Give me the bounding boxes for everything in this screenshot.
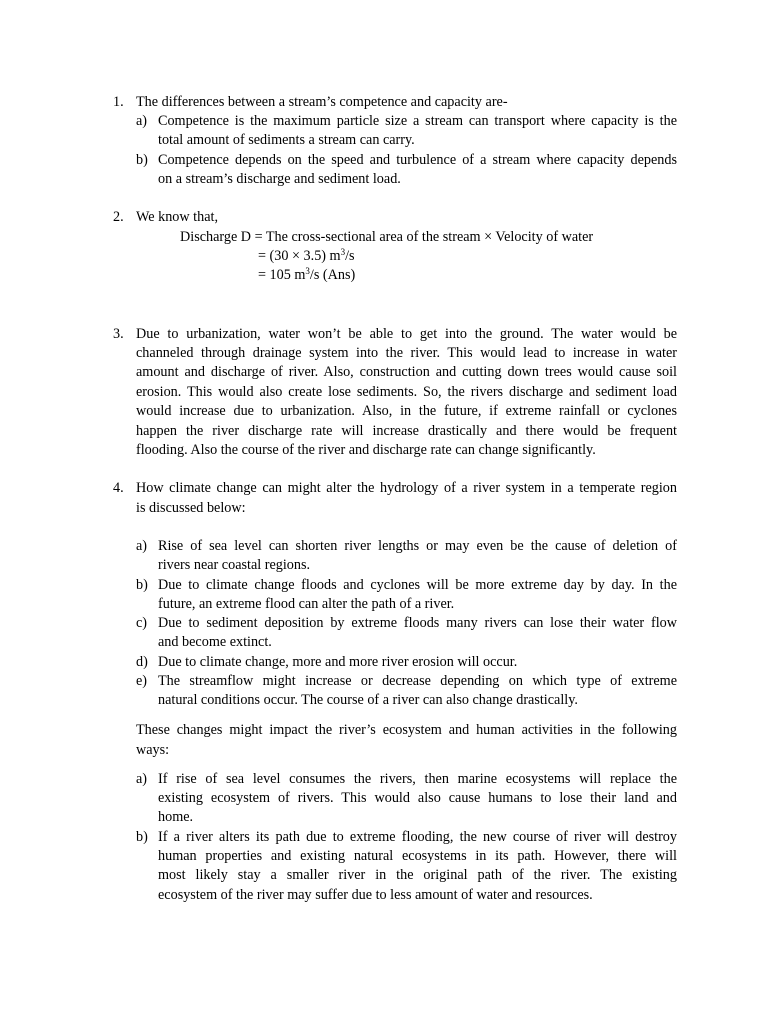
- q3-line: happen the river discharge rate will increase drastically and there would be frequent: [136, 423, 677, 439]
- q4-alter-line2: rivers near coastal regions.: [158, 557, 311, 573]
- q4-alter-line2: and become extinct.: [158, 634, 272, 650]
- q4-impact-a-marker: a): [136, 771, 148, 787]
- q4-alter-marker: d): [136, 654, 148, 670]
- q4-alter-line1: Due to climate change floods and cyclones will be more extreme day by day. In the: [158, 577, 677, 593]
- q3-line: would increase due to urbanization. Also, in the future, if extreme rainfall or cyclones: [136, 403, 677, 419]
- q2-equation-line1: Discharge D = The cross-sectional area of the stream × Velocity of water: [180, 229, 594, 245]
- q1-a-line2: total amount of sediments a stream can carry.: [158, 132, 415, 148]
- q4-intro-line1: How climate change can might alter the hydrology of a river system in a temperate region: [136, 480, 677, 496]
- q4-alter-line1: Rise of sea level can shorten river lengths or may even be the cause of deletion of: [158, 538, 677, 554]
- q4-alter-line2: future, an extreme flood can alter the path of a river.: [158, 596, 455, 612]
- q1-a-marker: a): [136, 113, 148, 129]
- q3-line: channeled through drainage system into the river. This would lead to increase in water: [136, 345, 677, 361]
- q4-alter-line2: natural conditions occur. The course of a river can also change drastically.: [158, 692, 578, 708]
- q4-alter-marker: b): [136, 577, 148, 593]
- q4-impact-b-marker: b): [136, 829, 148, 845]
- q3-line: flooding. Also the course of the river and discharge rate can change significantly.: [136, 442, 596, 458]
- q4-impact-b-line1: If a river alters its path due to extreme flooding, the new course of river will destroy: [158, 829, 677, 845]
- q4-impact-b-line2: human properties and existing natural ecosystems in its path. However, there will: [158, 848, 677, 864]
- q3-number: 3.: [113, 326, 124, 342]
- q4-number: 4.: [113, 480, 124, 496]
- q1-b-marker: b): [136, 152, 148, 168]
- q1-b-line1: Competence depends on the speed and turbulence of a stream where capacity depends: [158, 152, 677, 168]
- q4-impact-a-line3: home.: [158, 809, 194, 825]
- q3-line: amount and discharge of river. Also, construction and cutting down trees would cause soil: [136, 364, 677, 380]
- q1-intro: The differences between a stream’s competence and capacity are-: [136, 94, 508, 110]
- q1-number: 1.: [113, 94, 124, 110]
- q4-alter-marker: e): [136, 673, 148, 689]
- q4-alter-marker: c): [136, 615, 148, 631]
- q2-intro: We know that,: [136, 209, 218, 225]
- q3-line: erosion. This would also create lose sediments. So, the rivers discharge and sediment load: [136, 384, 677, 400]
- q4-alter-line1: Due to climate change, more and more river erosion will occur.: [158, 654, 518, 670]
- q2-equation-line2: = (30 × 3.5) $m^3/s$: [258, 247, 355, 264]
- q2-number: 2.: [113, 209, 124, 225]
- q4-impact-b-line3: most likely stay a smaller river in the original path of the river. The existing: [158, 867, 677, 883]
- q4-impact-b-line4: ecosystem of the river may suffer due to less amount of water and resources.: [158, 887, 593, 903]
- q3-line: Due to urbanization, water won’t be able to get into the ground. The water would be: [136, 326, 677, 342]
- q4-impact-line1: These changes might impact the river’s ecosystem and human activities in the following: [136, 722, 677, 738]
- q1-b-line2: on a stream’s discharge and sediment load.: [158, 171, 401, 187]
- q4-alter-line1: The streamflow might increase or decrease depending on which type of extreme: [158, 673, 677, 689]
- q1-a-line1: Competence is the maximum particle size a stream can transport where capacity is the: [158, 113, 677, 129]
- q2-eq3-exponent: 3: [305, 266, 310, 276]
- q4-impact-a-line1: If rise of sea level consumes the rivers, then marine ecosystems will replace the: [158, 771, 677, 787]
- q4-alter-marker: a): [136, 538, 148, 554]
- q4-alter-line1: Due to sediment deposition by extreme floods many rivers can lose their water flow: [158, 615, 677, 631]
- q4-impact-line2: ways:: [136, 742, 170, 758]
- q4-impact-a-line2: existing ecosystem of rivers. This would also cause humans to lose their land and: [158, 790, 677, 806]
- q2-equation-line3: = 105 $m^3/s$ (Ans): [258, 266, 356, 283]
- q4-intro-line2: is discussed below:: [136, 500, 246, 516]
- q2-eq2-exponent: 3: [340, 247, 346, 257]
